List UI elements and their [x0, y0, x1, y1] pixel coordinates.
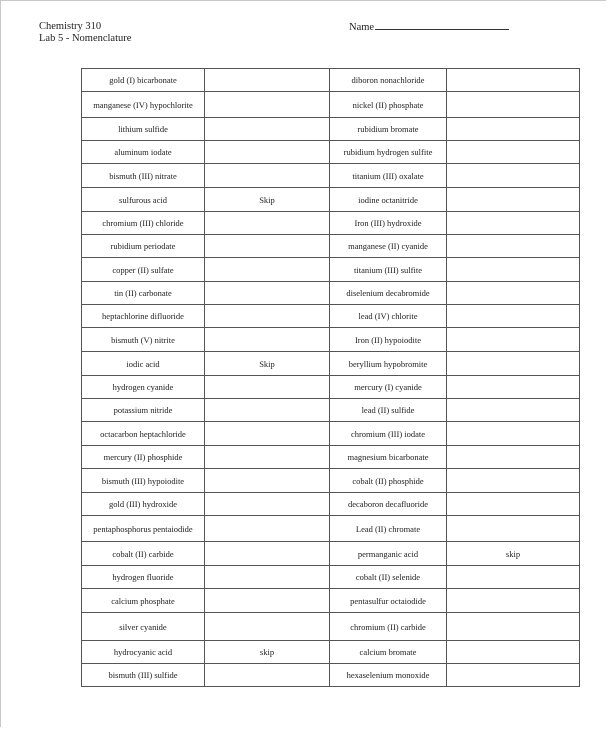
compound-name-left: silver cyanide: [82, 613, 205, 641]
answer-cell-left[interactable]: [205, 422, 330, 446]
answer-cell-left[interactable]: [205, 164, 330, 188]
answer-cell-right[interactable]: [447, 212, 580, 235]
compound-name-left: hydrogen fluoride: [82, 566, 205, 589]
table-row: [82, 469, 580, 493]
answer-cell-left[interactable]: [205, 282, 330, 305]
answer-cell-left[interactable]: [205, 69, 330, 92]
answer-cell-right[interactable]: [447, 258, 580, 282]
compound-name-right: permanganic acid: [330, 542, 447, 566]
answer-cell-right[interactable]: [447, 664, 580, 687]
table-row: [82, 641, 580, 664]
answer-cell-left[interactable]: [205, 664, 330, 687]
answer-cell-left[interactable]: [205, 235, 330, 258]
compound-name-left: bismuth (III) nitrate: [82, 164, 205, 188]
answer-cell-right[interactable]: [447, 282, 580, 305]
answer-cell-left[interactable]: [205, 399, 330, 422]
table-row: [82, 92, 580, 118]
compound-name-left: bismuth (V) nitrite: [82, 328, 205, 352]
table-row: [82, 664, 580, 687]
answer-cell-left[interactable]: [205, 589, 330, 613]
compound-name-right: cobalt (II) phosphide: [330, 469, 447, 493]
compound-name-left: copper (II) sulfate: [82, 258, 205, 282]
lab-title: Lab 5 - Nomenclature: [39, 33, 132, 44]
compound-name-left: iodic acid: [82, 352, 205, 376]
compound-name-right: titanium (III) oxalate: [330, 164, 447, 188]
table-row: [82, 613, 580, 641]
table-row: [82, 258, 580, 282]
compound-name-left: bismuth (III) hypoiodite: [82, 469, 205, 493]
compound-name-right: hexaselenium monoxide: [330, 664, 447, 687]
compound-name-left: calcium phosphate: [82, 589, 205, 613]
answer-cell-right[interactable]: [447, 613, 580, 641]
compound-name-left: aluminum iodate: [82, 141, 205, 164]
table-row: [82, 446, 580, 469]
compound-name-right: iodine octanitride: [330, 188, 447, 212]
compound-name-right: chromium (III) iodate: [330, 422, 447, 446]
answer-cell-left[interactable]: [205, 566, 330, 589]
answer-cell-right[interactable]: [447, 376, 580, 399]
compound-name-left: potassium nitride: [82, 399, 205, 422]
compound-name-left: lithium sulfide: [82, 118, 205, 141]
compound-name-left: sulfurous acid: [82, 188, 205, 212]
answer-cell-left[interactable]: [205, 118, 330, 141]
compound-name-right: pentasulfur octaiodide: [330, 589, 447, 613]
answer-cell-left[interactable]: [205, 542, 330, 566]
table-row: [82, 69, 580, 92]
answer-cell-left[interactable]: [205, 613, 330, 641]
answer-cell-right[interactable]: skip: [447, 542, 580, 566]
compound-name-left: heptachlorine difluoride: [82, 305, 205, 328]
compound-name-right: cobalt (II) selenide: [330, 566, 447, 589]
compound-name-right: diselenium decabromide: [330, 282, 447, 305]
answer-cell-left[interactable]: Skip: [205, 188, 330, 212]
compound-name-right: rubidium hydrogen sulfite: [330, 141, 447, 164]
answer-cell-left[interactable]: [205, 469, 330, 493]
name-label: Name: [349, 22, 375, 33]
table-row: [82, 141, 580, 164]
compound-name-right: chromium (II) carbide: [330, 613, 447, 641]
compound-name-right: Iron (II) hypoiodite: [330, 328, 447, 352]
compound-name-left: octacarbon heptachloride: [82, 422, 205, 446]
compound-name-left: gold (III) hydroxide: [82, 493, 205, 516]
answer-cell-right[interactable]: [447, 589, 580, 613]
compound-name-left: tin (II) carbonate: [82, 282, 205, 305]
compound-name-right: Iron (III) hydroxide: [330, 212, 447, 235]
table-row: [82, 589, 580, 613]
answer-cell-right[interactable]: [447, 516, 580, 542]
compound-name-right: manganese (II) cyanide: [330, 235, 447, 258]
header-left: [39, 21, 131, 45]
nomenclature-table: [81, 68, 580, 687]
table-row: [82, 164, 580, 188]
answer-cell-right[interactable]: [447, 328, 580, 352]
compound-name-left: bismuth (III) sulfide: [82, 664, 205, 687]
compound-name-left: rubidium periodate: [82, 235, 205, 258]
answer-cell-right[interactable]: [447, 305, 580, 328]
table-row: [82, 566, 580, 589]
answer-cell-right[interactable]: [447, 446, 580, 469]
answer-cell-right[interactable]: [447, 352, 580, 376]
answer-cell-right[interactable]: [447, 69, 580, 92]
table-row: [82, 376, 580, 399]
table-row: [82, 422, 580, 446]
compound-name-left: chromium (III) chloride: [82, 212, 205, 235]
compound-name-right: titanium (III) sulfite: [330, 258, 447, 282]
answer-cell-right[interactable]: [447, 118, 580, 141]
compound-name-right: nickel (II) phosphate: [330, 92, 447, 118]
answer-cell-left[interactable]: [205, 493, 330, 516]
compound-name-left: hydrogen cyanide: [82, 376, 205, 399]
table-row: [82, 399, 580, 422]
compound-name-left: hydrocyanic acid: [82, 641, 205, 664]
answer-cell-left[interactable]: [205, 328, 330, 352]
answer-cell-left[interactable]: [205, 305, 330, 328]
answer-cell-left[interactable]: skip: [205, 641, 330, 664]
table-row: [82, 188, 580, 212]
answer-cell-right[interactable]: [447, 422, 580, 446]
answer-cell-left[interactable]: [205, 258, 330, 282]
answer-cell-left[interactable]: Skip: [205, 352, 330, 376]
compound-name-left: mercury (II) phosphide: [82, 446, 205, 469]
answer-cell-right[interactable]: [447, 493, 580, 516]
table-row: [82, 212, 580, 235]
table-row: [82, 516, 580, 542]
name-blank-line: [375, 21, 509, 30]
compound-name-right: lead (IV) chlorite: [330, 305, 447, 328]
answer-cell-left[interactable]: [205, 446, 330, 469]
table-row: [82, 352, 580, 376]
compound-name-right: calcium bromate: [330, 641, 447, 664]
table-row: [82, 328, 580, 352]
answer-cell-right[interactable]: [447, 235, 580, 258]
compound-name-left: manganese (IV) hypochlorite: [82, 92, 205, 118]
answer-cell-left[interactable]: [205, 141, 330, 164]
name-field: [349, 21, 509, 34]
compound-name-right: rubidium bromate: [330, 118, 447, 141]
table-row: [82, 235, 580, 258]
table-row: [82, 118, 580, 141]
compound-name-right: beryllium hypobromite: [330, 352, 447, 376]
answer-cell-left[interactable]: [205, 376, 330, 399]
answer-cell-right[interactable]: [447, 399, 580, 422]
answer-cell-right[interactable]: [447, 164, 580, 188]
answer-cell-right[interactable]: [447, 469, 580, 493]
table-row: [82, 493, 580, 516]
table-row: [82, 282, 580, 305]
table-row: [82, 305, 580, 328]
compound-name-left: cobalt (II) carbide: [82, 542, 205, 566]
compound-name-right: decaboron decafluoride: [330, 493, 447, 516]
compound-name-right: lead (II) sulfide: [330, 399, 447, 422]
course-title: Chemistry 310: [39, 21, 102, 32]
compound-name-right: magnesium bicarbonate: [330, 446, 447, 469]
compound-name-right: diboron nonachloride: [330, 69, 447, 92]
answer-cell-right[interactable]: [447, 141, 580, 164]
answer-cell-left[interactable]: [205, 212, 330, 235]
answer-cell-left[interactable]: [205, 516, 330, 542]
compound-name-left: gold (I) bicarbonate: [82, 69, 205, 92]
answer-cell-right[interactable]: [447, 566, 580, 589]
answer-cell-right[interactable]: [447, 188, 580, 212]
table-row: [82, 542, 580, 566]
answer-cell-right[interactable]: [447, 92, 580, 118]
compound-name-right: Lead (II) chromate: [330, 516, 447, 542]
compound-name-left: pentaphosphorus pentaiodide: [82, 516, 205, 542]
compound-name-right: mercury (I) cyanide: [330, 376, 447, 399]
answer-cell-right[interactable]: [447, 641, 580, 664]
answer-cell-left[interactable]: [205, 92, 330, 118]
